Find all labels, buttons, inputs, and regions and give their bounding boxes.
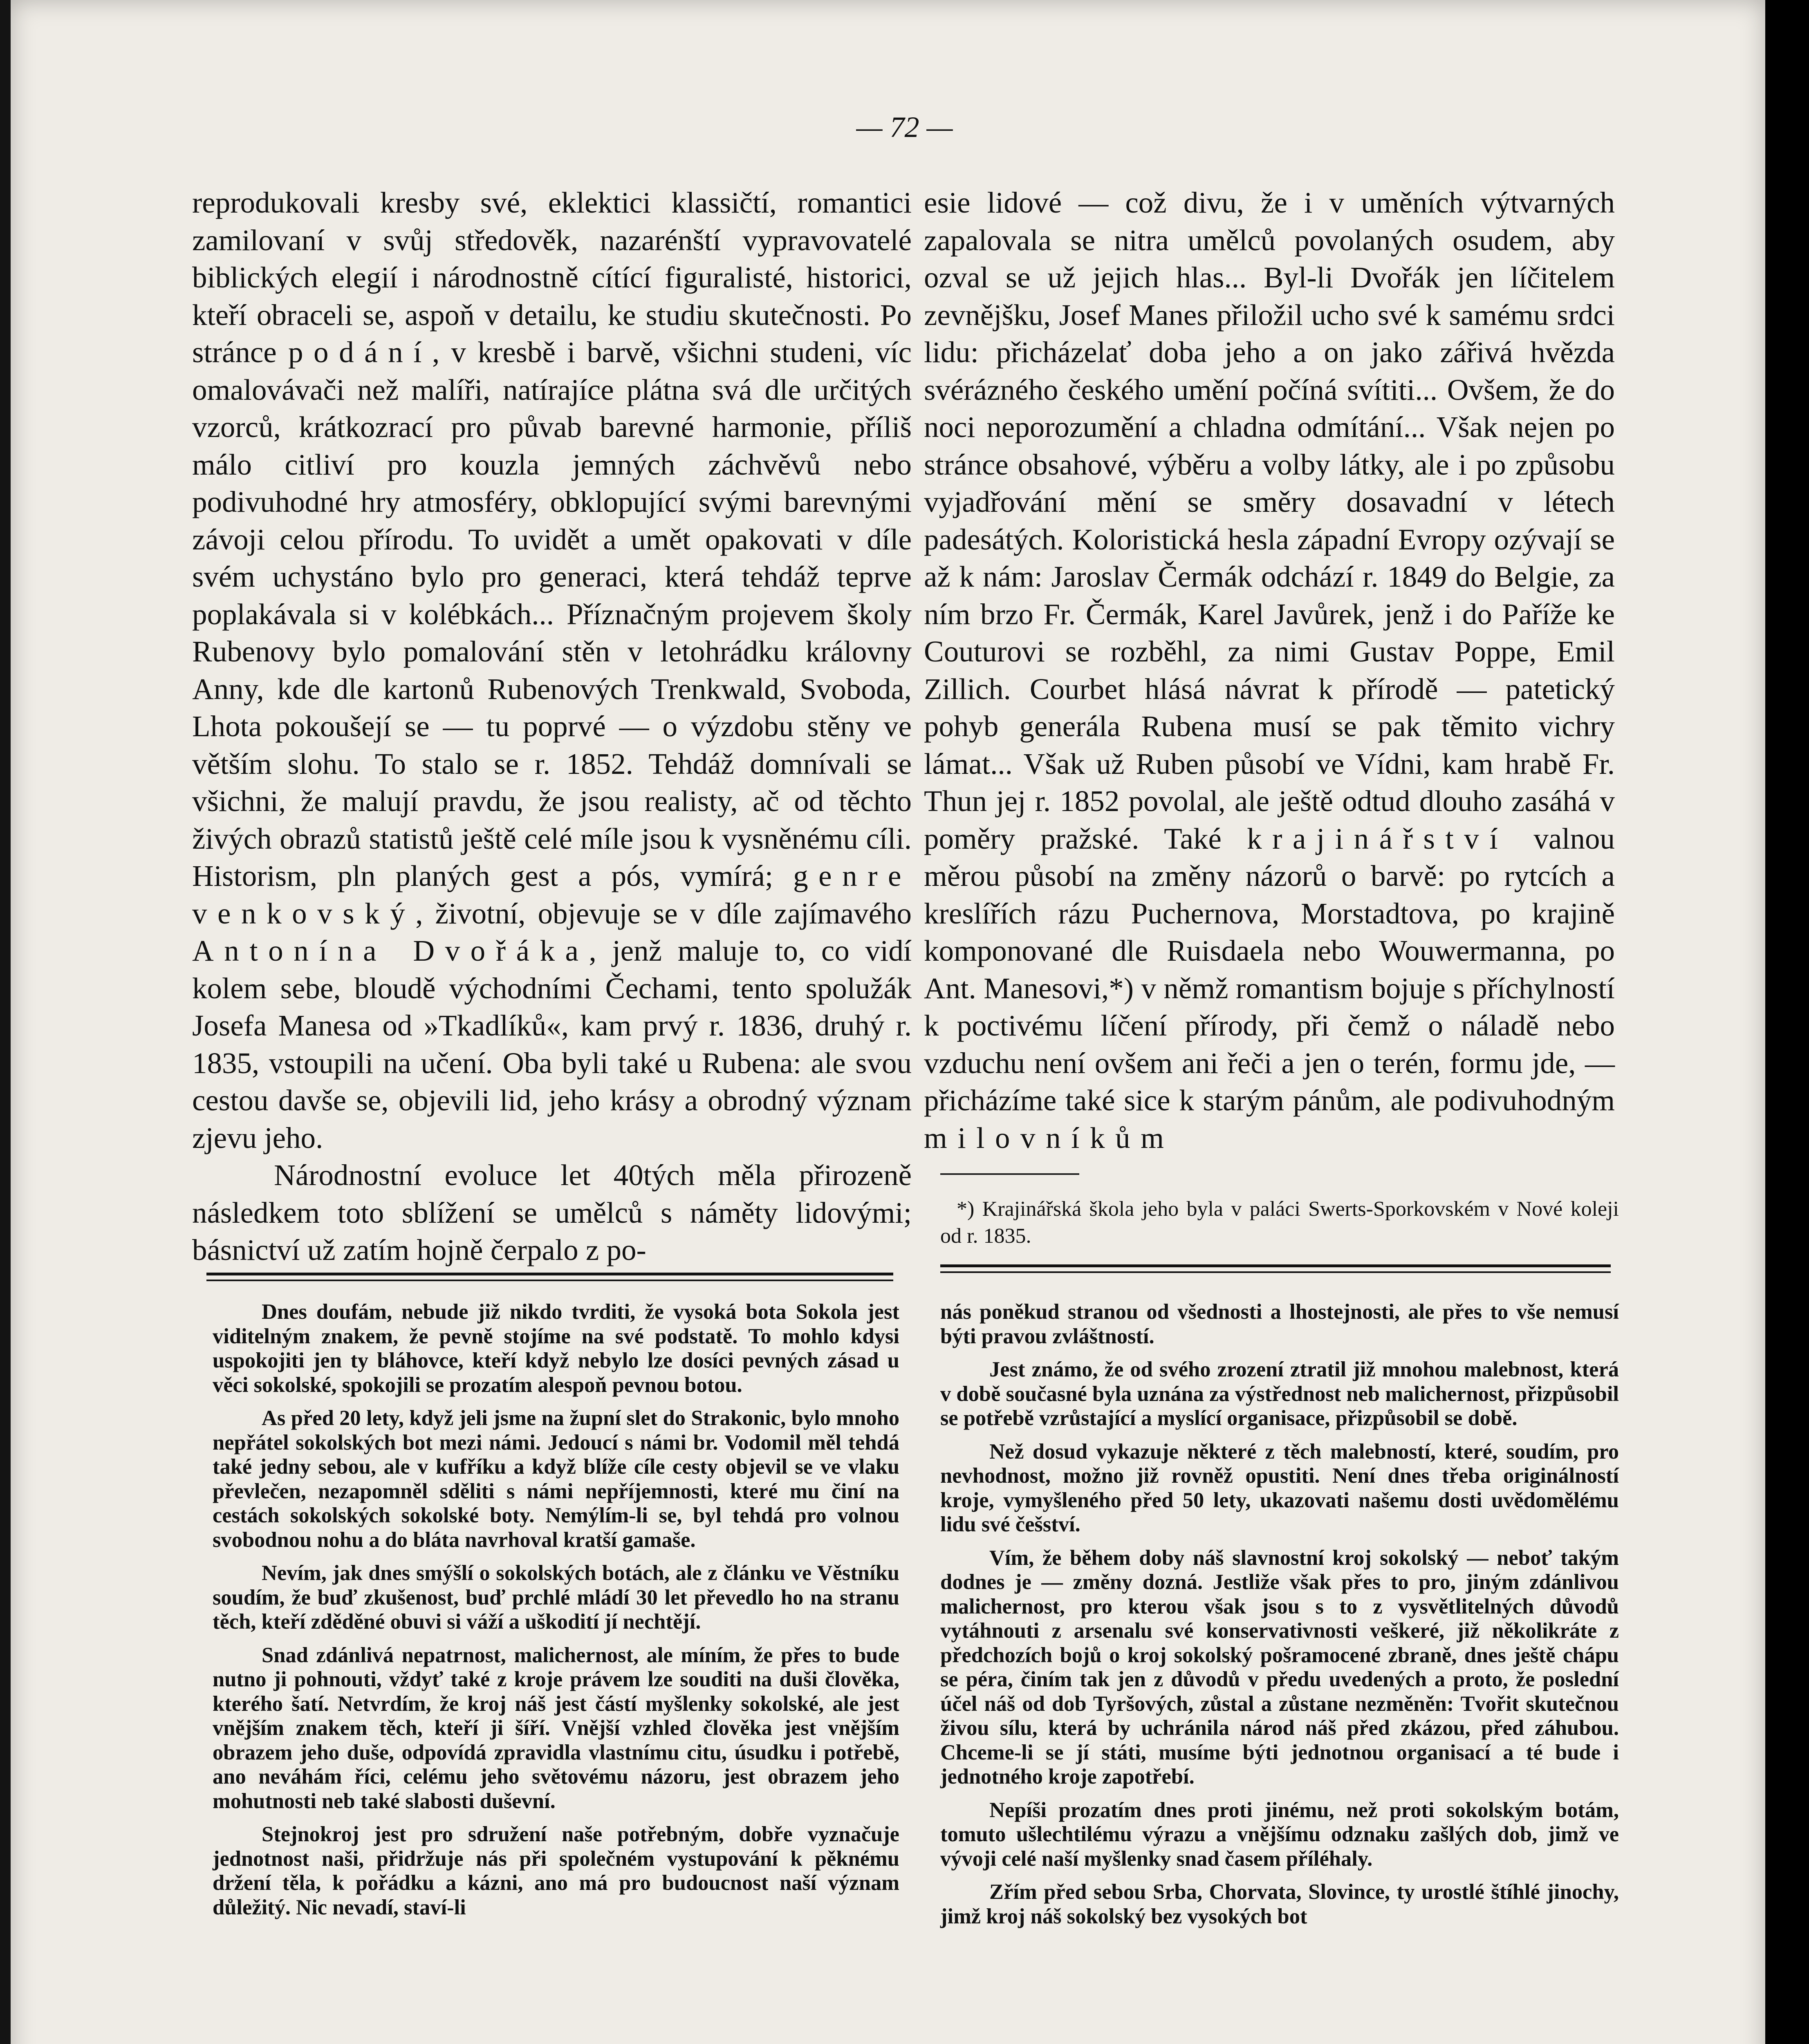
section-divider bbox=[206, 1273, 893, 1275]
paragraph: Vím, že během doby náš slavnostní kroj sokolský — neboť takým dodnes je — změny dozná. Jestliže však přes to pro, jiným zdánlivou malichernost, pro kterou však jsou s to z vysvětlitelných důvodů vytáhnouti z arsenalu své konservativnosti veškeré, již několikráte z předchozích bojů o kroj sokolský pošramocené zbraně, dnes ještě chápu se péra, činím tak jen z důvodů v předu uvedených a proto, že poslední účel náš od dob Tyršových, zůstal a zůstane nezměněn: Tvořit skutečnou živou sílu, která by uchránila národ náš před zkázou, před záhubou. Chceme-li se jí státi, musíme býti jednotnou organisací a té bude i jednotného kroje zapotřebí. bbox=[940, 1546, 1619, 1788]
paragraph: Nevím, jak dnes smýšlí o sokolských botách, ale z článku ve Věstníku soudím, že buď zkušenost, buď prchlé mládí 30 let převedlo ho na stranu těch, kteří zděděné obuvi si váží a uškodití jí nechtějí. bbox=[213, 1561, 899, 1634]
section-divider bbox=[940, 1271, 1611, 1273]
emphasis: genre venkovský bbox=[192, 859, 912, 930]
section-divider bbox=[206, 1280, 893, 1281]
paragraph: As před 20 lety, když jeli jsme na župní slet do Strakonic, bylo mnoho nepřátel sokolských bot mezi námi. Jedoucí s námi br. Vodomil měl tehdá také jedny sebou, ale v kufříku a když blíže cíle cesty objevil se ve vlaku převlečen, nezapomněl sděliti s námi nepříjemnosti, které mu činí na cestách sokolských sokolské boty. Nemýlím-li se, byl tehdá pro volnou svobodnou nohu a do bláta navrhoval kratší gamaše. bbox=[213, 1406, 899, 1552]
paragraph: Dnes doufám, nebude již nikdo tvrditi, že vysoká bota Sokola jest viditelným znakem, že pevně stojíme na své podstatě. To mohlo kdysi uspokojiti jen ty bláhovce, kteří když nebylo lze dosíci pevných zásad u věci sokolské, spokojili se prozatím alespoň pevnou botou. bbox=[213, 1300, 899, 1397]
lower-right-column bbox=[940, 1300, 1619, 1938]
paragraph: Stejnokroj jest pro sdružení naše potřebným, dobře vyznačuje jednotnost naši, přidržuje nás při společném vystupování k pěknému držení těla, k pořádku a kázni, ano má pro budoucnost naší význam důležitý. Nic nevadí, staví-li bbox=[213, 1822, 899, 1919]
paragraph: Národnostní evoluce let 40tých měla přirozeně následkem toto sblížení se umělců s náměty lidovými; básnictví už zatím hojně čerpalo z po- bbox=[192, 1159, 912, 1266]
paragraph: Snad zdánlivá nepatrnost, malichernost, ale míním, že přes to bude nutno ji pohnouti, vždyť také z kroje právem lze souditi na duši člověka, kterého šatí. Netvrdím, že kroj náš jest částí myšlenky sokolské, ale jest vnějším znakem těch, kteří ji šíří. Vnější vzhled člověka jest vnějším obrazem jeho duše, odpovídá zpravidla vlastnímu citu, úsudku i potřebě, ano neváhám říci, celému jeho světovému názoru, jest obrazem jeho mohutnosti neb také slabosti duševní. bbox=[213, 1643, 899, 1813]
paragraph: Jest známo, že od svého zrození ztratil již mnohou malebnost, která v době současné byla uznána za výstřednost neb malichernost, přizpůsobil se potřebě vzrůstající a myslící organisace, přizpůsobil se době. bbox=[940, 1358, 1619, 1430]
scan-edge bbox=[1765, 0, 1809, 2044]
paragraph: esie lidové — což divu, že i v uměních výtvarných zapalovala se nitra umělců povolaných osudem, aby ozval se už jejich hlas... Byl-li Dvořák jen líčitelem zevnějšku, Josef Manes přiložil ucho své k samému srdci lidu: přicházelať doba jeho a on jako zářivá hvězda svérázného českého umění počíná svítiti... Ovšem, že do noci neporozumění a chladna odmítání... Však nejen po stránce obsahové, výběru a volby látky, ale i po způsobu vyjadřování mění se směry dosavadní v létech padesátých. Koloristická hesla západní Evropy ozývají se až k nám: Jaroslav Čermák odchází r. 1849 do Belgie, za ním brzo Fr. Čermák, Karel Javůrek, jenž i do Paříže ke Couturovi se rozběhl, za nimi Gustav Poppe, Emil Zillich. Courbet hlásá návrat k přírodě — patetický pohyb generála Rubena musí se pak těmito vichry lámat... Však už Ruben působí ve Vídni, kam hrabě Fr. Thun jej r. 1852 povolal, ale ještě odtud dlouho zasáhá v poměry pražské. Také krajinářství valnou měrou působí na změny názorů o barvě: po rytcích a kreslířích rázu Puchernova, Morstadtova, po krajině komponované dle Ruisdaela nebo Wouwermanna, po Ant. Manesovi,*) v němž romantism bojuje s příchylností k poctivému líčení přírody, při čemž o náladě nebo vzduchu není ovšem ani řeči a jen o terén, formu jde, — přicházíme také sice k starým pánům, ale podivuhodným milovníkům bbox=[924, 186, 1615, 1154]
page-number: — 72 — bbox=[856, 111, 953, 143]
emphasis: podání bbox=[288, 336, 432, 369]
emphasis: krajinářství bbox=[1247, 822, 1509, 855]
emphasis: Antonína Dvořáka bbox=[192, 934, 589, 967]
paragraph: nás poněkud stranou od všednosti a lhostejnosti, ale přes to vše nemusí býti pravou zvláštností. bbox=[940, 1300, 1619, 1348]
paragraph: reprodukovali kresby své, eklektici klassičtí, romantici zamilovaní v svůj středověk, nazarénští vypravovatelé biblických elegií i národnostně cítící figuralisté, historici, kteří obraceli se, aspoň v detailu, ke studiu skutečnosti. Po stránce podání, v kresbě i barvě, všichni studeni, víc omalovávači než malíři, natírajíce plátna svá dle určitých vzorců, krátkozrací pro půvab barevné harmonie, příliš málo citliví pro kouzla jemných záchvěvů nebo podivuhodné hry atmosféry, obklopující svými barevnými závoji celou přírodu. To uvidět a umět opakovati v díle svém uchystáno bylo pro generaci, která tehdáž teprve poplakávala si v kolébkách... Příznačným projevem školy Rubenovy bylo pomalování stěn v letohrádku královny Anny, kde dle kartonů Rubenových Trenkwald, Svoboda, Lhota pokoušejí se — tu poprvé — o výzdobu stěny ve větším slohu. To stalo se r. 1852. Tehdáž domnívali se všichni, že malují pravdu, že jsou realisty, ač od těchto živých obrazů statistů ještě celé míle jsou k vysněnému cíli. Historism, pln planých gest a pós, vymírá; genre venkovský, životní, objevuje se v díle zajímavého Antonína Dvořáka, jenž maluje to, co vidí kolem sebe, bloudě východními Čechami, tento spolužák Josefa Manesa od »Tkadlíků«, kam prvý r. 1836, druhý r. 1835, vstoupili na učení. Oba byli také u Rubena: ale svou cestou davše se, objevili lid, jeho krásy a obrodný význam zjevu jeho. bbox=[192, 186, 912, 1154]
footnote-rule bbox=[940, 1173, 1079, 1175]
section-divider bbox=[940, 1264, 1611, 1267]
upper-left-column bbox=[192, 184, 912, 1269]
lower-left-column bbox=[213, 1300, 899, 1929]
paragraph: Nepíši prozatím dnes proti jinému, než proti sokolským botám, tomuto ušlechtilému výrazu a vnějšímu odznaku zašlých dob, jimž ve vývoji celé naší myšlenky snad časem příléhaly. bbox=[940, 1798, 1619, 1871]
paragraph: Než dosud vykazuje některé z těch malebností, které, soudím, pro nevhodnost, možno již rovněž opustiti. Není dnes třeba originálností kroje, vymyšleného před 50 lety, ukazovati našemu dosti uvědomělému lidu své češství. bbox=[940, 1439, 1619, 1536]
paragraph: Zřím před sebou Srba, Chorvata, Slovince, ty urostlé štíhlé jinochy, jimž kroj náš sokolský bez vysokých bot bbox=[940, 1880, 1619, 1928]
emphasis: milovníkům bbox=[924, 1121, 1175, 1154]
footnote: *) Krajinářská škola jeho byla v paláci Swerts-Sporkovském v Nové koleji od r. 1835. bbox=[940, 1197, 1619, 1248]
upper-right-column bbox=[924, 184, 1615, 1156]
